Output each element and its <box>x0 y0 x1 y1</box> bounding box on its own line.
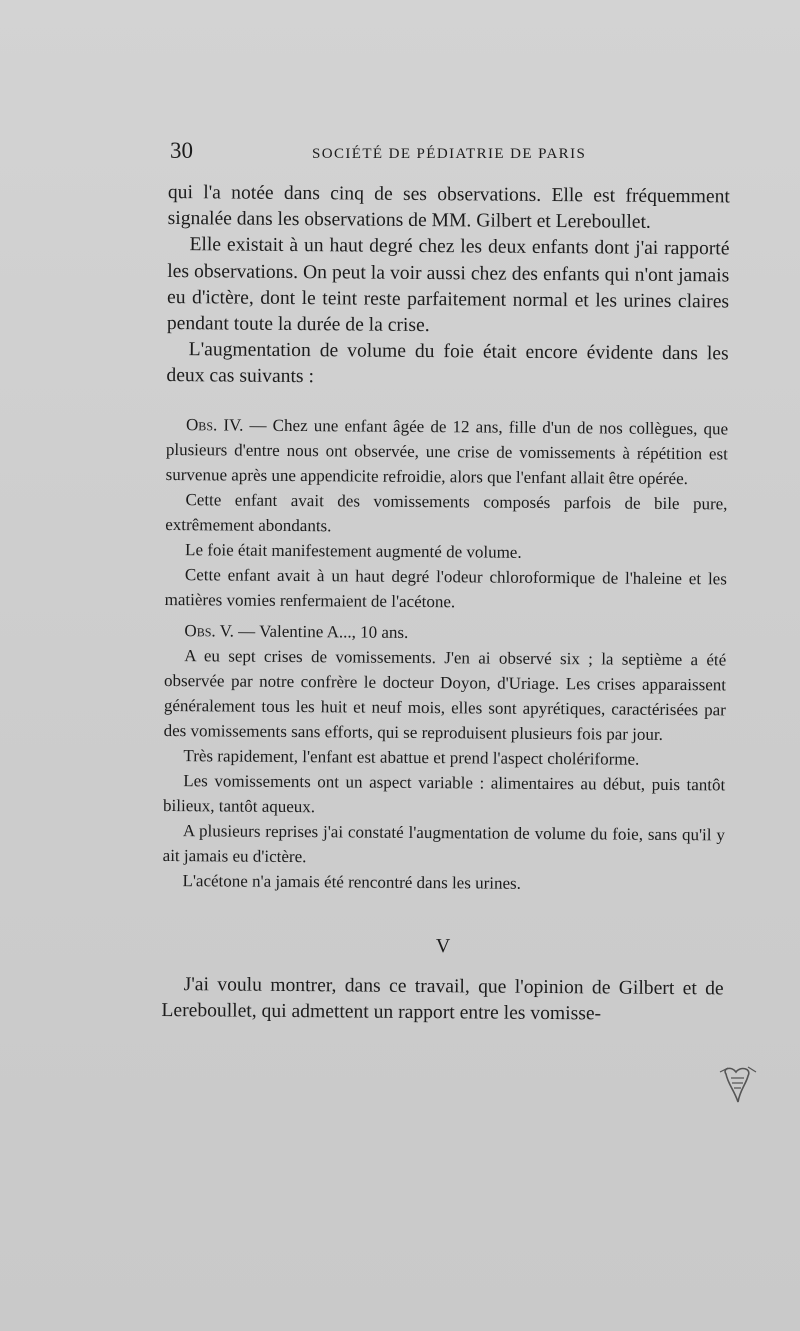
obs5-paragraph-1: A eu sept crises de vomissements. J'en ai observé six ; la septième a été observée par notre confrère le docteur Doyon, d'Uriage. Les crises apparaissent généralement tous les huit et neuf mois, elles sont apyrétiques, caractérisées par des vomissements sans efforts, qui se reproduisent plusieurs fois par jour. <box>163 645 727 744</box>
obs5-paragraph-2: Très rapidement, l'enfant est abattue et prend l'aspect cholériforme. <box>183 745 640 769</box>
section-v <box>161 972 723 1029</box>
obs4-heading <box>166 412 729 491</box>
obs5-paragraph-3: Les vomissements ont un aspect variable : alimentaires au début, puis tantôt bilieux, tantôt aqueux. <box>163 770 726 816</box>
obs5-intro: — Valentine A..., 10 ans. <box>233 621 409 642</box>
section-v-paragraph-1: J'ai voulu montrer, dans ce travail, que l'opinion de Gilbert et de Lereboullet, qui admettent un rapport entre les vomisse- <box>161 973 724 1025</box>
obs5-label: Obs. V. <box>184 620 235 641</box>
obs4-intro: — Chez une enfant âgée de 12 ans, fille d'un de nos collègues, que plusieurs d'entre nous ont observée, une crise de vomissements à répétition est survenue après une appendicite refroidie, alors que l'enfant allait être opérée. <box>165 415 729 488</box>
obs4-paragraph-2: Le foie était manifestement augmenté de volume. <box>185 539 522 562</box>
observations-block <box>162 412 728 897</box>
obs4-paragraph-1: Cette enfant avait des vomissements composés parfois de bile pure, extrêmement abondants. <box>165 489 728 535</box>
obs5-paragraph-4: A plusieurs reprises j'ai constaté l'augmentation de volume du foie, sans qu'il y ait jamais eu d'ictère. <box>162 820 725 866</box>
paragraph-2: Elle existait à un haut degré chez les deux enfants dont j'ai rapporté les observations. On peut la voir aussi chez des enfants qui n'ont jamais eu d'ictère, dont le teint reste parfaitement normal et les urines claires pendant toute la durée de la crise. <box>166 234 730 337</box>
paragraph-3: L'augmentation de volume du foie était encore évidente dans les deux cas suivants : <box>166 339 729 388</box>
obs5-paragraph-5: L'acétone n'a jamais été rencontré dans les urines. <box>182 870 522 893</box>
section-numeral: V <box>435 934 451 957</box>
page-text <box>161 180 730 1028</box>
obs4-label: Obs. IV. <box>186 414 244 435</box>
page-number: 30 <box>170 138 193 163</box>
running-head: SOCIÉTÉ DE PÉDIATRIE DE PARIS <box>312 146 587 162</box>
paragraph-1: qui l'a notée dans cinq de ses observations. Elle est fréquemment signalée dans les observations de MM. Gilbert et Lereboullet. <box>167 181 730 233</box>
page-header <box>170 138 730 168</box>
opening-paragraphs <box>166 180 730 394</box>
obs4-paragraph-3: Cette enfant avait à un haut degré l'odeur chloroformique de l'haleine et les matières vomies renfermaient de l'acétone. <box>164 564 727 611</box>
library-stamp-icon <box>718 1064 758 1108</box>
obs5-heading <box>164 618 726 647</box>
